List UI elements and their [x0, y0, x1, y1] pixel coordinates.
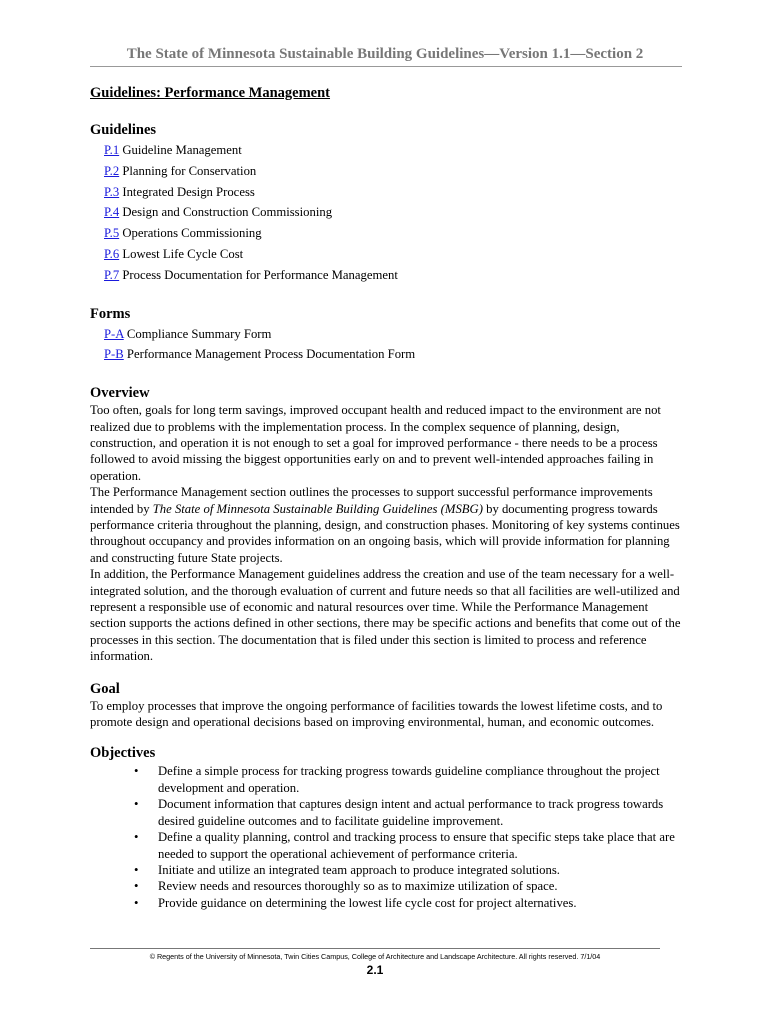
guideline-label: Guideline Management: [122, 143, 242, 157]
guideline-link-p4[interactable]: P.4: [104, 205, 120, 220]
guideline-label: Operations Commissioning: [122, 226, 262, 241]
forms-heading: Forms: [90, 305, 131, 322]
guideline-link-p6[interactable]: P.6: [104, 246, 120, 261]
guideline-label: Design and Construction Commissioning: [122, 205, 333, 220]
guideline-label: Lowest Life Cycle Cost: [122, 246, 244, 261]
objective-item: • Review needs and resources thoroughly so as to maximize utilization of space.: [134, 879, 558, 894]
bullet-icon: •: [134, 879, 139, 894]
bullet-icon: •: [134, 764, 139, 779]
objective-item: • Document information that captures design intent and actual performance to track progress towards desired guideline outcomes and to facilitate guideline improvement.: [134, 797, 664, 828]
bullet-icon: •: [134, 862, 139, 877]
forms-list: [104, 324, 682, 366]
page-title: Guidelines: Performance Management: [90, 85, 331, 101]
footer-copyright: © Regents of the University of Minnesota, Twin Cities Campus, College of Architecture and Landscape Architecture. All rights reserved. 7/1/04: [149, 952, 601, 961]
guideline-item: [104, 182, 682, 203]
overview-paragraph-2: The Performance Management section outlines the processes to support successful performance improvements intended by The State of Minnesota Sustainable Building Guidelines (MSBG) by documenting progress towards performance criteria throughout the planning, design, and construction phases. Monitoring of key systems continues throughout occupancy and provides information on an ongoing basis, which will provide information for planning and constructing future State projects.: [90, 485, 680, 565]
guideline-label: Process Documentation for Performance Management: [122, 267, 398, 282]
goal-heading: Goal: [90, 680, 120, 697]
goal-paragraph: To employ processes that improve the ongoing performance of facilities towards the lowest lifetime costs, and to promote design and operational decisions based on improving environmental, human, and economic outcomes.: [90, 698, 663, 730]
objective-item: • Define a quality planning, control and tracking process to ensure that specific steps take place that are needed to support the operational achievement of performance criteria.: [134, 830, 675, 861]
overview-paragraph-3: In addition, the Performance Management guidelines address the creation and use of the team necessary for a well-integrated solution, and the thorough evaluation of current and future needs so that all facilities are well-utilized and represent a responsible use of economic and natural resources over time. While the Performance Management section supports the actions defined in other sections, there may be specific actions and benefits that come out of the processes in this section. The documentation that is filed under this section is limited to process and reference information.: [90, 567, 681, 664]
overview-paragraph-1: Too often, goals for long term savings, improved occupant health and reduced impact to the environment are not realized due to problems with the implementation process. In the complex sequence of planning, design, construction, and operation it is not enough to set a goal for improved performance - there needs to be a process followed to avoid missing the biggest opportunities early on and to prevent well-intended approaches failing in operation.: [90, 403, 661, 483]
form-link-pb[interactable]: P-B: [104, 347, 124, 362]
guideline-item: [104, 265, 682, 286]
guideline-label: Integrated Design Process: [122, 184, 255, 199]
form-label: Compliance Summary Form: [126, 326, 272, 341]
form-item: [104, 324, 682, 345]
bullet-icon: •: [134, 830, 139, 845]
footer-divider: [90, 948, 660, 949]
guideline-item: [104, 244, 682, 265]
guideline-link-p5[interactable]: P.5: [104, 226, 120, 241]
guideline-label: Planning for Conservation: [122, 163, 257, 178]
guideline-link-p3[interactable]: P.3: [104, 184, 120, 199]
guideline-link-p1[interactable]: P.1: [104, 143, 120, 157]
page-content: [90, 84, 682, 911]
guidelines-heading: Guidelines: [90, 122, 157, 138]
msbg-title: The State of Minnesota Sustainable Building Guidelines (MSBG): [152, 501, 483, 516]
overview-heading: Overview: [90, 385, 150, 402]
running-header: The State of Minnesota Sustainable Building Guidelines—Version 1.1—Section 2: [126, 46, 644, 62]
guideline-item: [104, 223, 682, 244]
guideline-item: [104, 161, 682, 182]
guideline-item: [104, 140, 682, 161]
objectives-list: [90, 763, 682, 911]
objective-item: • Define a simple process for tracking progress towards guideline compliance throughout the project development and operation.: [134, 764, 660, 795]
bullet-icon: •: [134, 797, 139, 812]
objective-item: • Initiate and utilize an integrated team approach to produce integrated solutions.: [134, 862, 560, 877]
form-link-pa[interactable]: P-A: [104, 326, 124, 341]
objective-item: • Provide guidance on determining the lowest life cycle cost for project alternatives.: [134, 895, 577, 910]
bullet-icon: •: [134, 895, 139, 910]
guideline-link-p2[interactable]: P.2: [104, 163, 120, 178]
form-label: Performance Management Process Documentation Form: [126, 347, 416, 362]
form-item: [104, 344, 682, 365]
guidelines-list: [104, 140, 682, 286]
guideline-item: [104, 202, 682, 223]
guideline-link-p7[interactable]: P.7: [104, 267, 120, 282]
objectives-heading: Objectives: [90, 745, 156, 762]
header-divider: [90, 66, 682, 67]
page-number: 2.1: [366, 963, 384, 977]
